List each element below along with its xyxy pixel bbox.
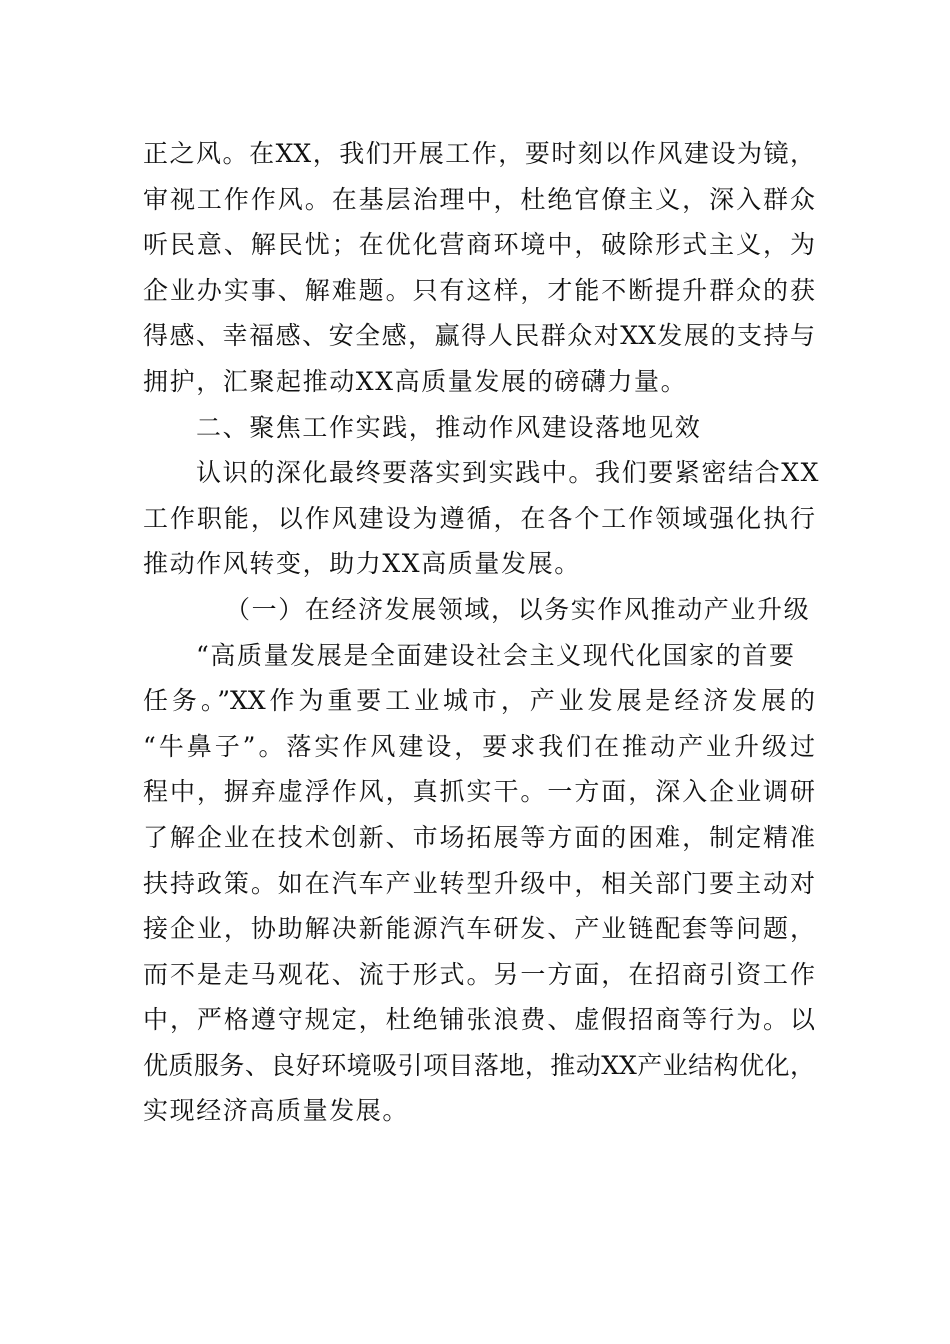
text-line: 了解企业在技术创新、市场拓展等方面的困难，制定精准 xyxy=(143,822,815,852)
body-text xyxy=(143,131,820,1134)
text-line: 程中，摒弃虚浮作风，真抓实干。一方面，深入企业调研 xyxy=(143,777,815,807)
text-line: 中，严格遵守规定，杜绝铺张浪费、虚假招商等行为。以 xyxy=(143,1005,815,1035)
text-line: 接企业，协助解决新能源汽车研发、产业链配套等问题， xyxy=(143,914,815,944)
section-heading: 二、聚焦工作实践，推动作风建设落地见效 xyxy=(196,412,702,442)
text-line: 任务。”XX作为重要工业城市，产业发展是经济发展的 xyxy=(143,686,815,716)
paragraph-first-line: “高质量发展是全面建设社会主义现代化国家的首要 xyxy=(196,640,796,670)
text-line: 而不是走马观花、流于形式。另一方面，在招商引资工作 xyxy=(143,959,815,989)
text-line: 优质服务、良好环境吸引项目落地，推动XX产业结构优化， xyxy=(143,1050,815,1080)
text-line: 拥护，汇聚起推动XX高质量发展的磅礴力量。 xyxy=(143,366,688,396)
subsection-heading: （一）在经济发展领域，以务实作风推动产业升级 xyxy=(225,594,811,624)
text-line: 实现经济高质量发展。 xyxy=(143,1096,410,1126)
text-line: 扶持政策。如在汽车产业转型升级中，相关部门要主动对 xyxy=(143,868,815,898)
text-line: 得感、幸福感、安全感，赢得人民群众对XX发展的支持与 xyxy=(143,321,815,351)
text-line: 听民意、解民忧；在优化营商环境中，破除形式主义，为 xyxy=(143,230,815,260)
text-line: 企业办实事、解难题。只有这样，才能不断提升群众的获 xyxy=(143,275,815,305)
text-line: 审视工作作风。在基层治理中，杜绝官僚主义，深入群众 xyxy=(143,184,815,214)
text-line: “牛鼻子”。落实作风建设，要求我们在推动产业升级过 xyxy=(143,731,815,761)
paragraph-first-line: 认识的深化最终要落实到实践中。我们要紧密结合XX xyxy=(196,458,820,488)
text-line: 工作职能，以作风建设为遵循，在各个工作领域强化执行 xyxy=(143,503,815,533)
text-line: 推动作风转变，助力XX高质量发展。 xyxy=(143,549,581,579)
text-line: 正之风。在XX，我们开展工作，要时刻以作风建设为镜， xyxy=(143,139,815,168)
